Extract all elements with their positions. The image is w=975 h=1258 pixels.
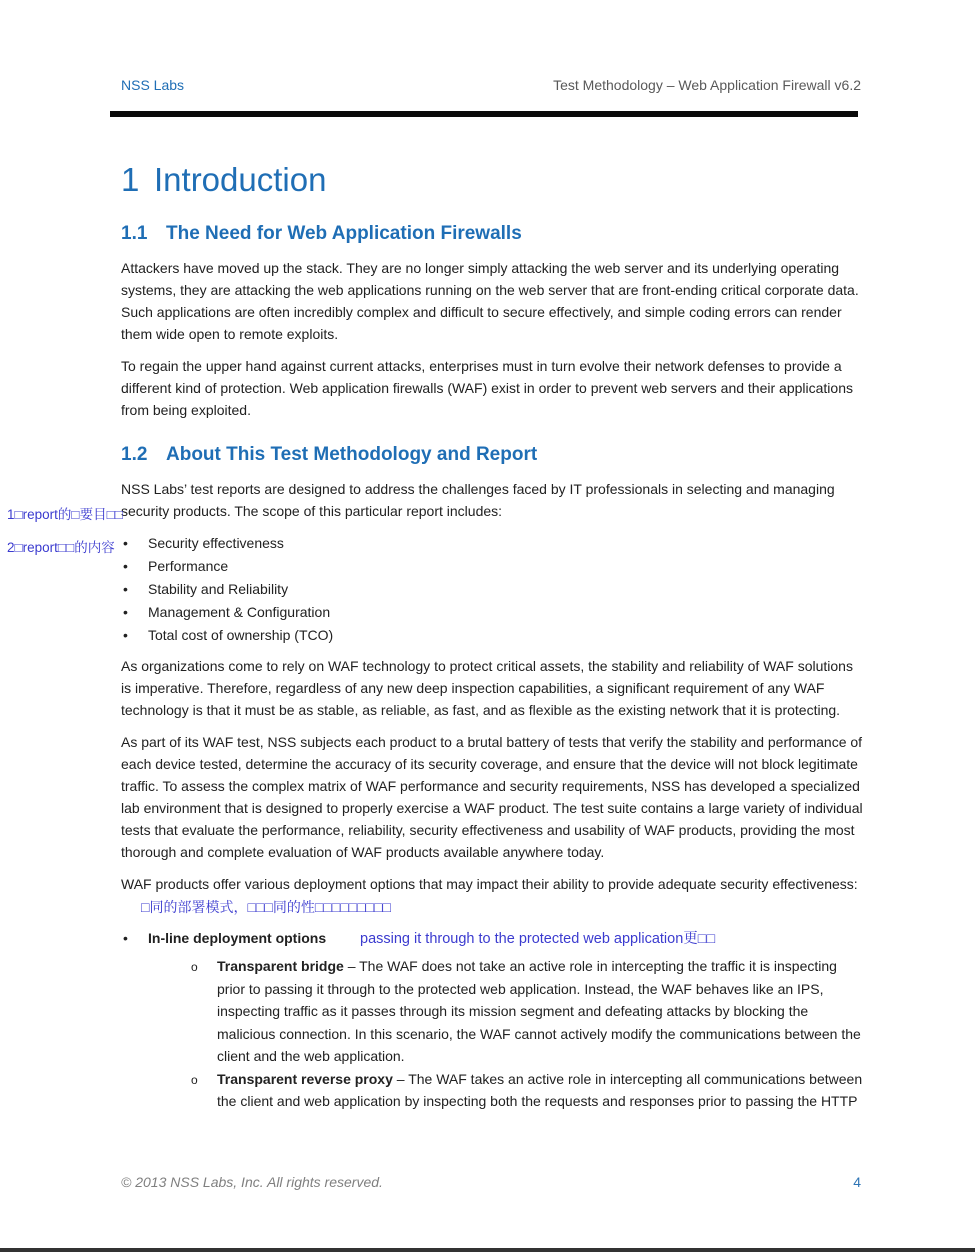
scope-item: • Security effectiveness (121, 532, 863, 555)
margin-annotation-1: 1□report的□要目□□ (7, 507, 123, 522)
sub-item-text: – The WAF does not take an active role in intercepting the traffic it is inspecting prior to passing it through to the protected web application. Instead, the WAF behaves like an IPS, inspecting traffic as it passes through its mission segment and defeating attacks by blocking the malicious connection. In this scenario, the WAF cannot actively modify the communications between the client and the web application. (217, 958, 861, 1064)
document-body (121, 159, 863, 1113)
deployment-sub-list (148, 955, 863, 1113)
paragraph-report-scope: NSS Labs’ test reports are designed to address the challenges faced by IT professionals in selecting and managing security products. The scope of this particular report includes: (121, 481, 835, 519)
heading-title: Introduction (154, 161, 327, 198)
paragraph-attackers: Attackers have moved up the stack. They are no longer simply attacking the web server and its underlying operating systems, they are attacking the web applications running on the web server that are front-ending critical corporate data. Such applications are often incredibly complex and difficult to secure effectively, and simple coding errors can render them wide open to remote exploits. (121, 260, 859, 342)
heading-1-introduction (121, 159, 863, 200)
deployment-sub-item (148, 955, 863, 1068)
footer-copyright: © 2013 NSS Labs, Inc. All rights reserved. (121, 1174, 383, 1190)
deployment-item (121, 927, 863, 1113)
heading-title: The Need for Web Application Firewalls (166, 223, 522, 244)
heading-number: 1 (121, 161, 140, 198)
paragraph-regain-upper-hand: To regain the upper hand against current attacks, enterprises must in turn evolve their network defenses to provide a different kind of protection. Web application firewalls (WAF) exist in order to prevent web servers and their applications from being exploited. (121, 358, 853, 418)
paragraph-testing: As part of its WAF test, NSS subjects each product to a brutal battery of tests that verify the stability and performance of each device tested, determine the accuracy of its security coverage, and ensure that the device will not block legitimate traffic. To assess the complex matrix of WAF performance and security requirements, NSS has developed a specialized lab environment that is designed to properly exercise a WAF product. The test suite contains a large variety of individual tests that evaluate the performance, reliability, security effectiveness and usability of WAF products, providing the most thorough and complete evaluation of WAF products available anywhere today. (121, 734, 863, 860)
deployment-bullet-list (121, 927, 863, 1113)
annotation-deployment-modes: □同的部署模式，□□□同的性□□□□□□□□□ (141, 899, 391, 915)
heading-1-1 (121, 221, 863, 246)
sub-item-text: – The WAF takes an active role in intercepting all communications between the client and web application by inspecting both the requests and responses prior to passing the HTTP (217, 1070, 863, 1109)
running-footer (121, 1174, 861, 1190)
scope-item: • Management & Configuration (121, 601, 863, 624)
margin-annotation-2: 2□report□□的内容 (7, 540, 115, 555)
heading-number: 1.1 (121, 223, 148, 244)
scope-item: • Stability and Reliability (121, 578, 863, 601)
running-header (121, 77, 861, 94)
scope-item: • Total cost of ownership (TCO) (121, 624, 863, 647)
heading-1-2 (121, 442, 863, 467)
sub-item-term: Transparent reverse proxy (217, 1070, 393, 1087)
deployment-sub-item (148, 1068, 863, 1113)
sub-item-term: Transparent bridge (217, 958, 344, 974)
paragraph-deployment-text: WAF products offer various deployment options that may impact their ability to provide adequate security effectiveness: (121, 876, 858, 892)
header-doc-title: Test Methodology – Web Application Firewall v6.2 (553, 77, 861, 93)
paragraph-deployment (121, 873, 863, 917)
header-rule (110, 111, 858, 117)
annotation-passing-through: passing it through to the protected web application更□□ (360, 931, 716, 947)
scope-bullet-list (121, 532, 863, 647)
scope-item: • Performance (121, 555, 863, 578)
heading-number: 1.2 (121, 444, 148, 465)
header-brand: NSS Labs (121, 77, 185, 93)
paragraph-stability: As organizations come to rely on WAF technology to protect critical assets, the stability and reliability of WAF solutions is imperative. Therefore, regardless of any new deep inspection capabilities, a significant requirement of any WAF technology is that it must be as stable, as reliable, as fast, and as flexible as the existing network that it is protecting. (121, 658, 853, 718)
heading-title: About This Test Methodology and Report (166, 444, 538, 465)
page-bottom-edge (0, 1248, 975, 1252)
deployment-item-label: In-line deployment options (148, 930, 327, 946)
footer-page-number: 4 (853, 1174, 861, 1190)
